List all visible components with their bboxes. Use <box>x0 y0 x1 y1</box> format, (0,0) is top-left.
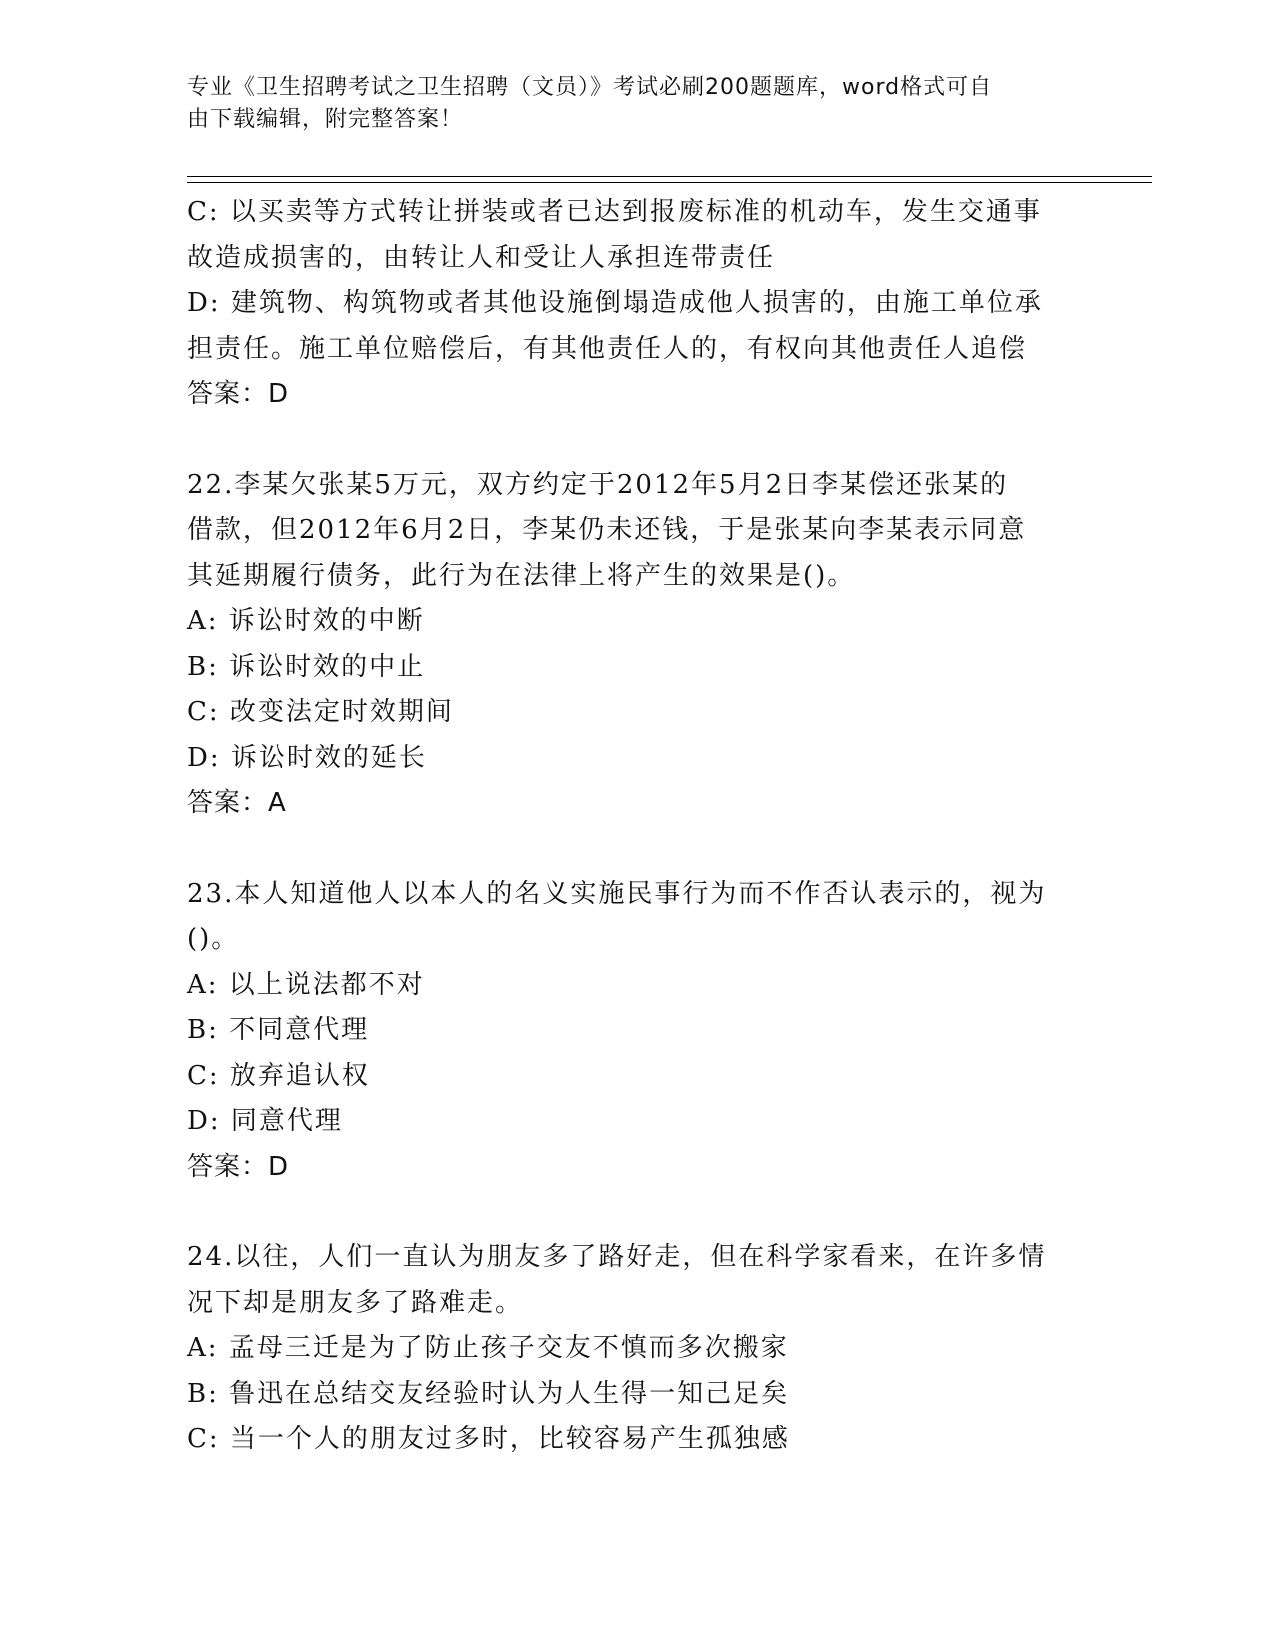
document-header <box>187 72 1067 136</box>
answer-line: 答案：D <box>187 1151 290 1182</box>
answer-line: 答案：D <box>187 379 290 409</box>
header-rule-top <box>187 176 1152 177</box>
header-title-line-1: 专业《卫生招聘考试之卫生招聘（文员）》考试必刷200题题库，word格式可自 <box>187 75 993 100</box>
question-text-line: ()。 <box>187 924 240 954</box>
spacer <box>187 827 1087 872</box>
option-d: D: 同意代理 <box>187 1106 343 1136</box>
question-24 <box>187 1235 1087 1463</box>
question-text-line: 22.李某欠张某5万元，双方约定于2012年5月2日李某偿还张某的 <box>187 469 1009 500</box>
option-a: A: 孟母三迁是为了防止孩子交友不慎而多次搬家 <box>187 1333 789 1363</box>
question-23 <box>187 872 1087 1191</box>
header-title-line-2: 由下载编辑，附完整答案！ <box>187 107 464 132</box>
question-text-line: 况下却是朋友多了路难走。 <box>187 1287 524 1318</box>
option-c: C: 改变法定时效期间 <box>187 697 454 727</box>
question-text-line: 其延期履行债务，此行为在法律上将产生的效果是()。 <box>187 560 856 591</box>
option-c: C: 当一个人的朋友过多时，比较容易产生孤独感 <box>187 1424 790 1454</box>
option-b: B: 不同意代理 <box>187 1015 370 1045</box>
option-a: A: 诉讼时效的中断 <box>187 606 425 636</box>
question-22 <box>187 463 1087 827</box>
option-a: A: 以上说法都不对 <box>187 969 425 1000</box>
option-line: D: 建筑物、构筑物或者其他设施倒塌造成他人损害的，由施工单位承 <box>187 288 1043 318</box>
option-c: C: 放弃追认权 <box>187 1060 370 1091</box>
question-text-line: 24.以往，人们一直认为朋友多了路好走，但在科学家看来，在许多情 <box>187 1242 1047 1272</box>
option-line: C: 以买卖等方式转让拼装或者已达到报废标准的机动车，发生交通事 <box>187 197 1042 227</box>
option-d: D: 诉讼时效的延长 <box>187 742 427 773</box>
spacer <box>187 1190 1087 1235</box>
option-b: B: 诉讼时效的中止 <box>187 651 426 682</box>
option-line: 故造成损害的，由转让人和受让人承担连带责任 <box>187 242 776 273</box>
header-rule-bottom <box>187 182 1152 183</box>
document-body <box>187 190 1087 1463</box>
spacer <box>187 418 1087 463</box>
option-b: B: 鲁迅在总结交友经验时认为人生得一知己足矣 <box>187 1378 790 1409</box>
answer-line: 答案：A <box>187 788 287 818</box>
question-text-line: 23.本人知道他人以本人的名义实施民事行为而不作否认表示的，视为 <box>187 878 1047 909</box>
question-21-tail <box>187 190 1087 418</box>
option-line: 担责任。施工单位赔偿后，有其他责任人的，有权向其他责任人追偿 <box>187 333 1028 364</box>
question-text-line: 借款，但2012年6月2日，李某仍未还钱，于是张某向李某表示同意 <box>187 515 1027 545</box>
